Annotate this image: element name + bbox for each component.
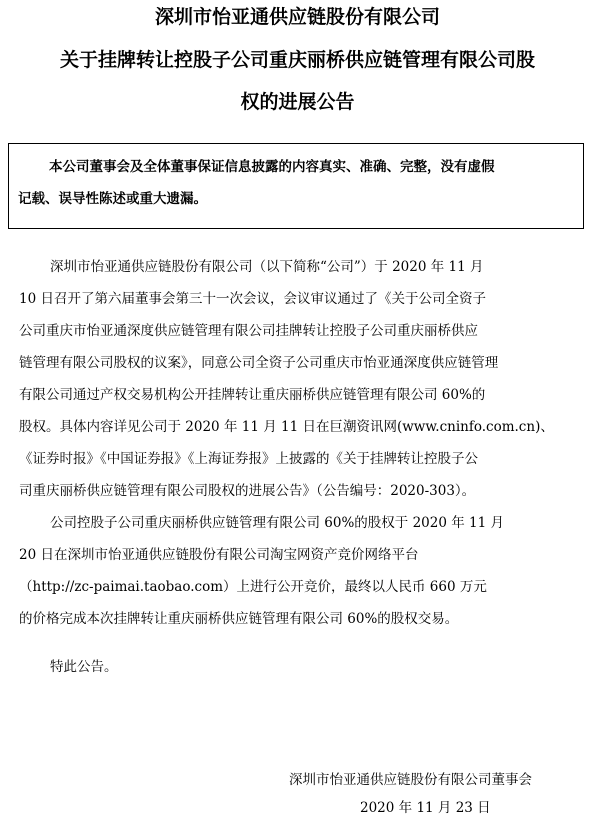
paragraph-1-line-4: 链管理有限公司股权的议案》，同意公司全资子公司重庆市怡亚通深度供应链管理 — [19, 355, 499, 371]
board-guarantee-notice — [8, 143, 584, 229]
paragraph-2-line-4: 的价格完成本次挂牌转让重庆丽桥供应链管理有限公司 60%的股权交易。 — [19, 611, 459, 627]
paragraph-2-line-2: 20 日在深圳市怡亚通供应链股份有限公司淘宝网资产竞价网络平台 — [19, 547, 419, 563]
paragraph-1-line-1: 深圳市怡亚通供应链股份有限公司（以下简称“公司”）于 2020 年 11 月 — [50, 259, 484, 275]
paragraph-2-line-1: 公司控股子公司重庆丽桥供应链管理有限公司 60%的股权于 2020 年 11 月 — [50, 515, 504, 531]
paragraph-1-line-8: 司重庆丽桥供应链管理有限公司股权的进展公告》（公告编号：2020-303）。 — [19, 483, 476, 499]
notice-line-2: 记载、误导性陈述或重大遗漏。 — [18, 191, 207, 207]
closing-remark: 特此公告。 — [50, 659, 118, 675]
paragraph-1-line-3: 公司重庆市怡亚通深度供应链管理有限公司挂牌转让控股子公司重庆丽桥供应 — [19, 323, 478, 339]
paragraph-1-line-7: 《证券时报》《中国证券报》《上海证券报》上披露的《关于挂牌转让控股子公 — [19, 451, 478, 467]
paragraph-1-line-5: 有限公司通过产权交易机构公开挂牌转让重庆丽桥供应链管理有限公司 60%的 — [19, 387, 486, 403]
announcement-title-line-1: 关于挂牌转让控股子公司重庆丽桥供应链管理有限公司股 — [59, 49, 535, 71]
paragraph-2-line-3: （http://zc-paimai.taobao.com）上进行公开竞价，最终以人民币 660 万元 — [19, 579, 487, 595]
signature-date: 2020 年 11 月 23 日 — [360, 800, 491, 816]
paragraph-1-line-6: 股权。具体内容详见公司于 2020 年 11 月 11 日在巨潮资讯网(www.cninfo.com.cn)、 — [19, 419, 554, 435]
notice-line-1: 本公司董事会及全体董事保证信息披露的内容真实、准确、完整，没有虚假 — [49, 159, 495, 175]
announcement-title-line-2: 权的进展公告 — [240, 91, 355, 113]
paragraph-1-line-2: 10 日召开了第六届董事会第三十一次会议，会议审议通过了《关于公司全资子 — [19, 291, 486, 307]
company-title: 深圳市怡亚通供应链股份有限公司 — [154, 6, 440, 28]
signature-board: 深圳市怡亚通供应链股份有限公司董事会 — [289, 772, 532, 788]
